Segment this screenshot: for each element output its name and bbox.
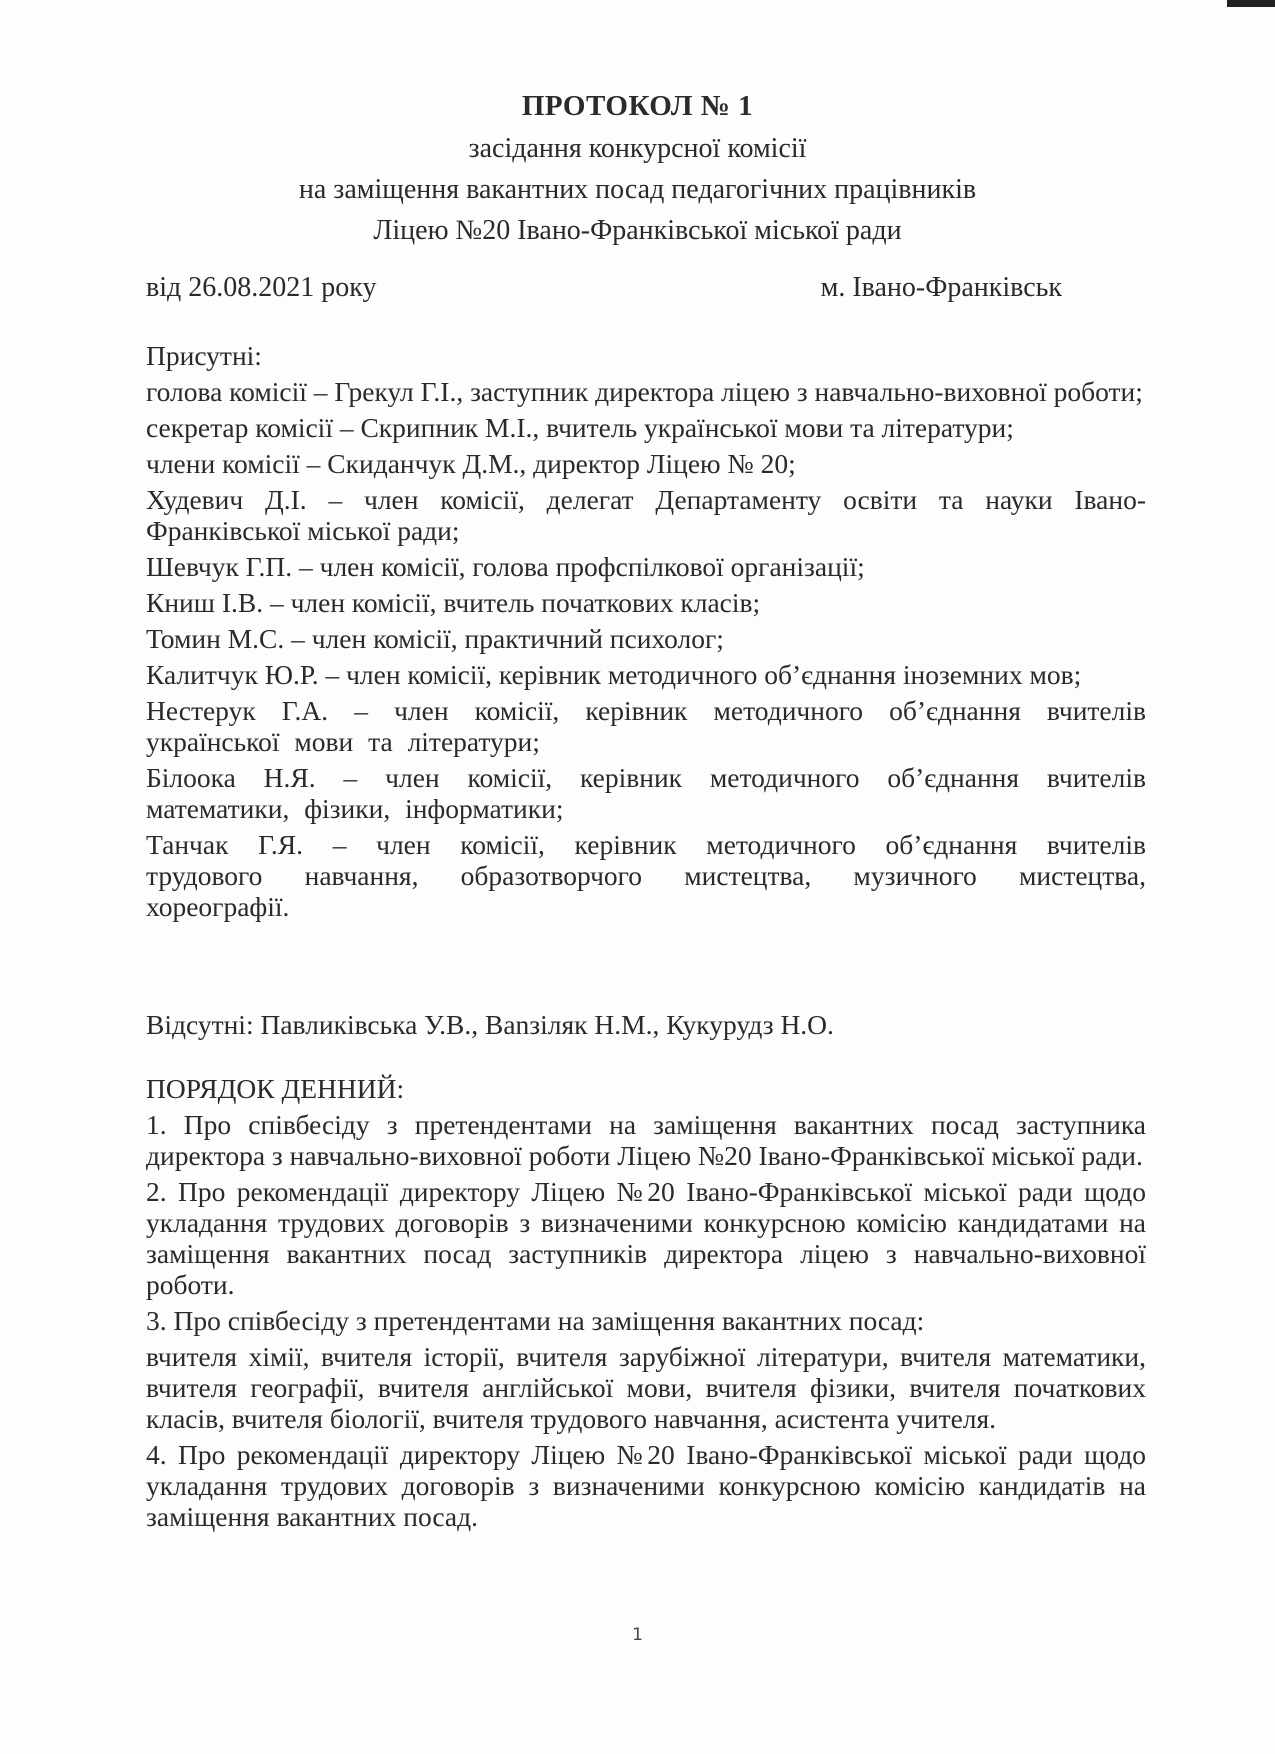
member-line: голова комісії – Грекул Г.І., заступник директора ліцею з навчально-виховної роботи; bbox=[146, 376, 1143, 407]
header-line-2: на заміщення вакантних посад педагогічних працівників bbox=[298, 174, 977, 205]
present-heading: Присутні: bbox=[146, 340, 262, 371]
date-place-row bbox=[146, 272, 1062, 304]
member-line: Білоока Н.Я. – член комісії, керівник методичного об’єднання вчителів математики, фізики, інформатики; bbox=[146, 762, 1146, 824]
agenda-heading: ПОРЯДОК ДЕННИЙ: bbox=[146, 1073, 405, 1104]
member-line: Калитчук Ю.Р. – член комісії, керівник методичного об’єднання іноземних мов; bbox=[146, 659, 1082, 690]
member-line: Танчак Г.Я. – член комісії, керівник методичного об’єднання вчителів трудового навчання, образотворчого мистецтва, музичного мистецтва, хореографії. bbox=[146, 829, 1146, 922]
agenda-item: 1. Про співбесіду з претендентами на заміщення вакантних посад заступника директора з навчально-виховної роботи Ліцею №20 Івано-Франківської міської ради. bbox=[146, 1109, 1146, 1171]
member-line: Шевчук Г.П. – член комісії, голова профспілкової організації; bbox=[146, 551, 865, 582]
document-header bbox=[0, 84, 1275, 251]
member-line: члени комісії – Скиданчук Д.М., директор Ліцею № 20; bbox=[146, 448, 796, 479]
page-number: 1 bbox=[632, 1625, 643, 1645]
absent-line: Відсутні: Павликівська У.В., Вanзіляк Н.М., Кукурудз Н.О. bbox=[146, 1009, 834, 1040]
member-line: Томин М.С. – член комісії, практичний психолог; bbox=[146, 623, 724, 654]
header-line-3: Ліцею №20 Івано-Франківської міської ради bbox=[373, 215, 902, 246]
member-line: Худевич Д.І. – член комісії, делегат Департаменту освіти та науки Івано-Франківської міської ради; bbox=[146, 484, 1146, 546]
document-city: м. Івано-Франківськ bbox=[820, 272, 1062, 303]
member-line: секретар комісії – Скрипник М.І., вчитель української мови та літератури; bbox=[146, 412, 1014, 443]
agenda-item: 3. Про співбесіду з претендентами на заміщення вакантних посад: bbox=[146, 1305, 925, 1336]
header-line-1: засідання конкурсної комісії bbox=[468, 133, 807, 164]
agenda-item-detail: вчителя хімії, вчителя історії, вчителя зарубіжної літератури, вчителя математики, вчителя географії, вчителя англійської мови, вчителя фізики, вчителя початкових класів, вчителя біології, вчителя трудового навчання, асистента учителя. bbox=[146, 1341, 1146, 1434]
scan-corner-mark bbox=[1227, 0, 1275, 7]
agenda-item: 2. Про рекомендації директору Ліцею №20 Івано-Франківської міської ради щодо укладання трудових договорів з визначеними конкурсною комісію кандидатами на заміщення вакантних посад заступників директора ліцею з навчально-виховної роботи. bbox=[146, 1176, 1146, 1300]
document-body bbox=[146, 340, 1146, 1537]
member-line: Книш І.В. – член комісії, вчитель початкових класів; bbox=[146, 587, 761, 618]
agenda-item: 4. Про рекомендації директору Ліцею №20 Івано-Франківської міської ради щодо укладання трудових договорів з визначеними конкурсною комісію кандидатів на заміщення вакантних посад. bbox=[146, 1439, 1146, 1532]
document-date: від 26.08.2021 року bbox=[146, 272, 377, 303]
member-line: Нестерук Г.А. – член комісії, керівник методичного об’єднання вчителів української мови та літератури; bbox=[146, 695, 1146, 757]
document-title: ПРОТОКОЛ № 1 bbox=[521, 90, 754, 122]
